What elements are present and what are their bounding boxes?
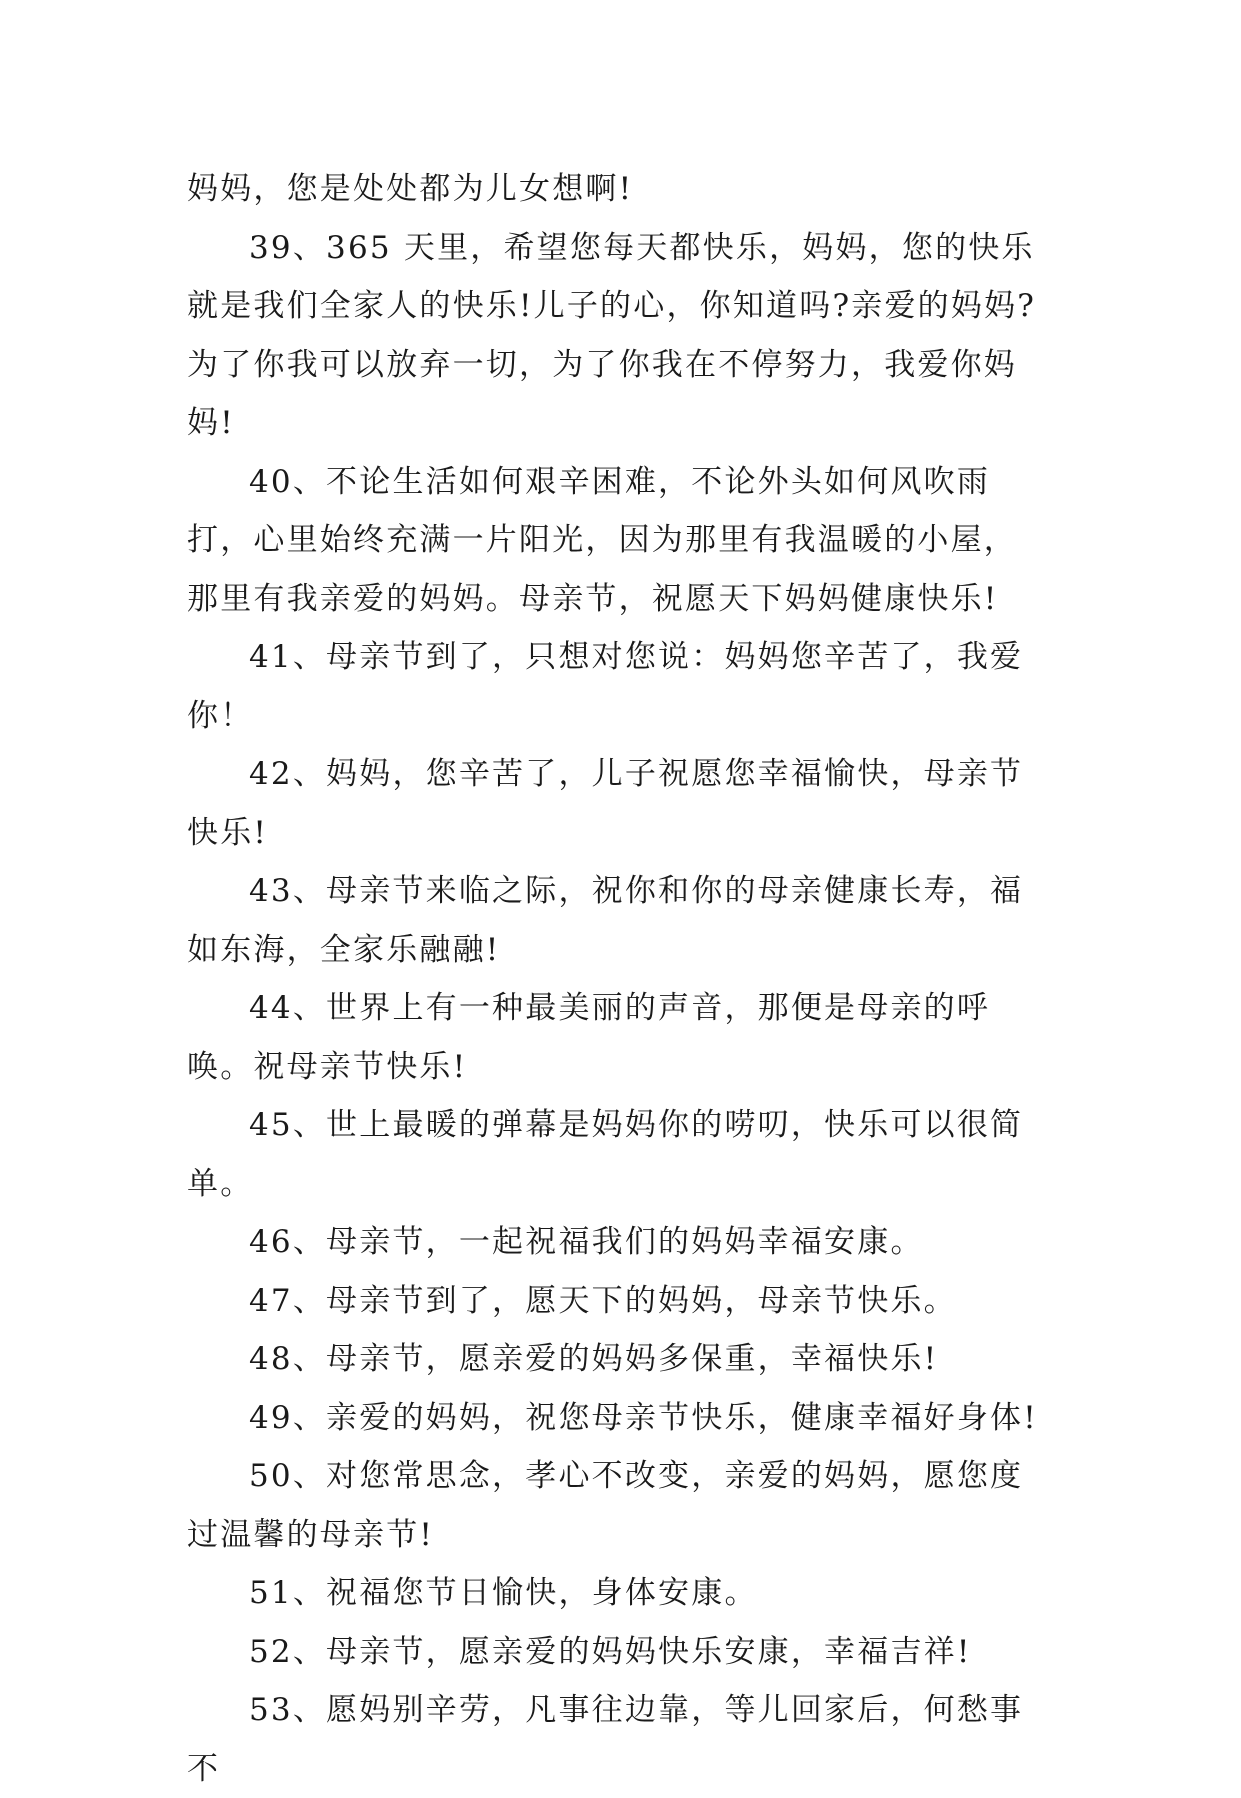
- paragraph: 40、不论生活如何艰辛困难，不论外头如何风吹雨打，心里始终充满一片阳光，因为那里有我温暖的小屋，那里有我亲爱的妈妈。母亲节，祝愿天下妈妈健康快乐!: [187, 463, 1017, 617]
- paragraph: 46、母亲节，一起祝福我们的妈妈幸福安康。: [249, 1224, 924, 1260]
- paragraph: 50、对您常思念，孝心不改变，亲爱的妈妈，愿您度过温馨的母亲节!: [187, 1458, 1024, 1553]
- paragraph: 39、365 天里，希望您每天都快乐，妈妈，您的快乐就是我们全家人的快乐!儿子的心，你知道吗?亲爱的妈妈?为了你我可以放弃一切，为了你我在不停努力，我爱你妈妈!: [187, 229, 1037, 441]
- paragraph: 51、祝福您节日愉快，身体安康。: [249, 1575, 758, 1611]
- paragraph: 53、愿妈别辛劳，凡事往边靠，等儿回家后，何愁事不: [187, 1692, 1024, 1787]
- paragraph: 48、母亲节，愿亲爱的妈妈多保重，幸福快乐!: [249, 1341, 939, 1377]
- paragraph: 44、世界上有一种最美丽的声音，那便是母亲的呼唤。祝母亲节快乐!: [187, 990, 991, 1085]
- body-text: [187, 160, 1047, 1798]
- paragraph: 妈妈，您是处处都为儿女想啊!: [187, 171, 634, 207]
- paragraph: 43、母亲节来临之际，祝你和你的母亲健康长寿，福如东海，全家乐融融!: [187, 873, 1024, 968]
- paragraph: 52、母亲节，愿亲爱的妈妈快乐安康，幸福吉祥!: [249, 1633, 972, 1670]
- paragraph: 41、母亲节到了，只想对您说：妈妈您辛苦了，我爱你！: [187, 639, 1024, 734]
- paragraph: 47、母亲节到了，愿天下的妈妈，母亲节快乐。: [249, 1282, 957, 1319]
- paragraph: 49、亲爱的妈妈，祝您母亲节快乐，健康幸福好身体!: [249, 1399, 1038, 1436]
- paragraph: 45、世上最暖的弹幕是妈妈你的唠叨，快乐可以很简单。: [187, 1107, 1024, 1202]
- paragraph: 42、妈妈，您辛苦了，儿子祝愿您幸福愉快，母亲节快乐!: [187, 756, 1024, 851]
